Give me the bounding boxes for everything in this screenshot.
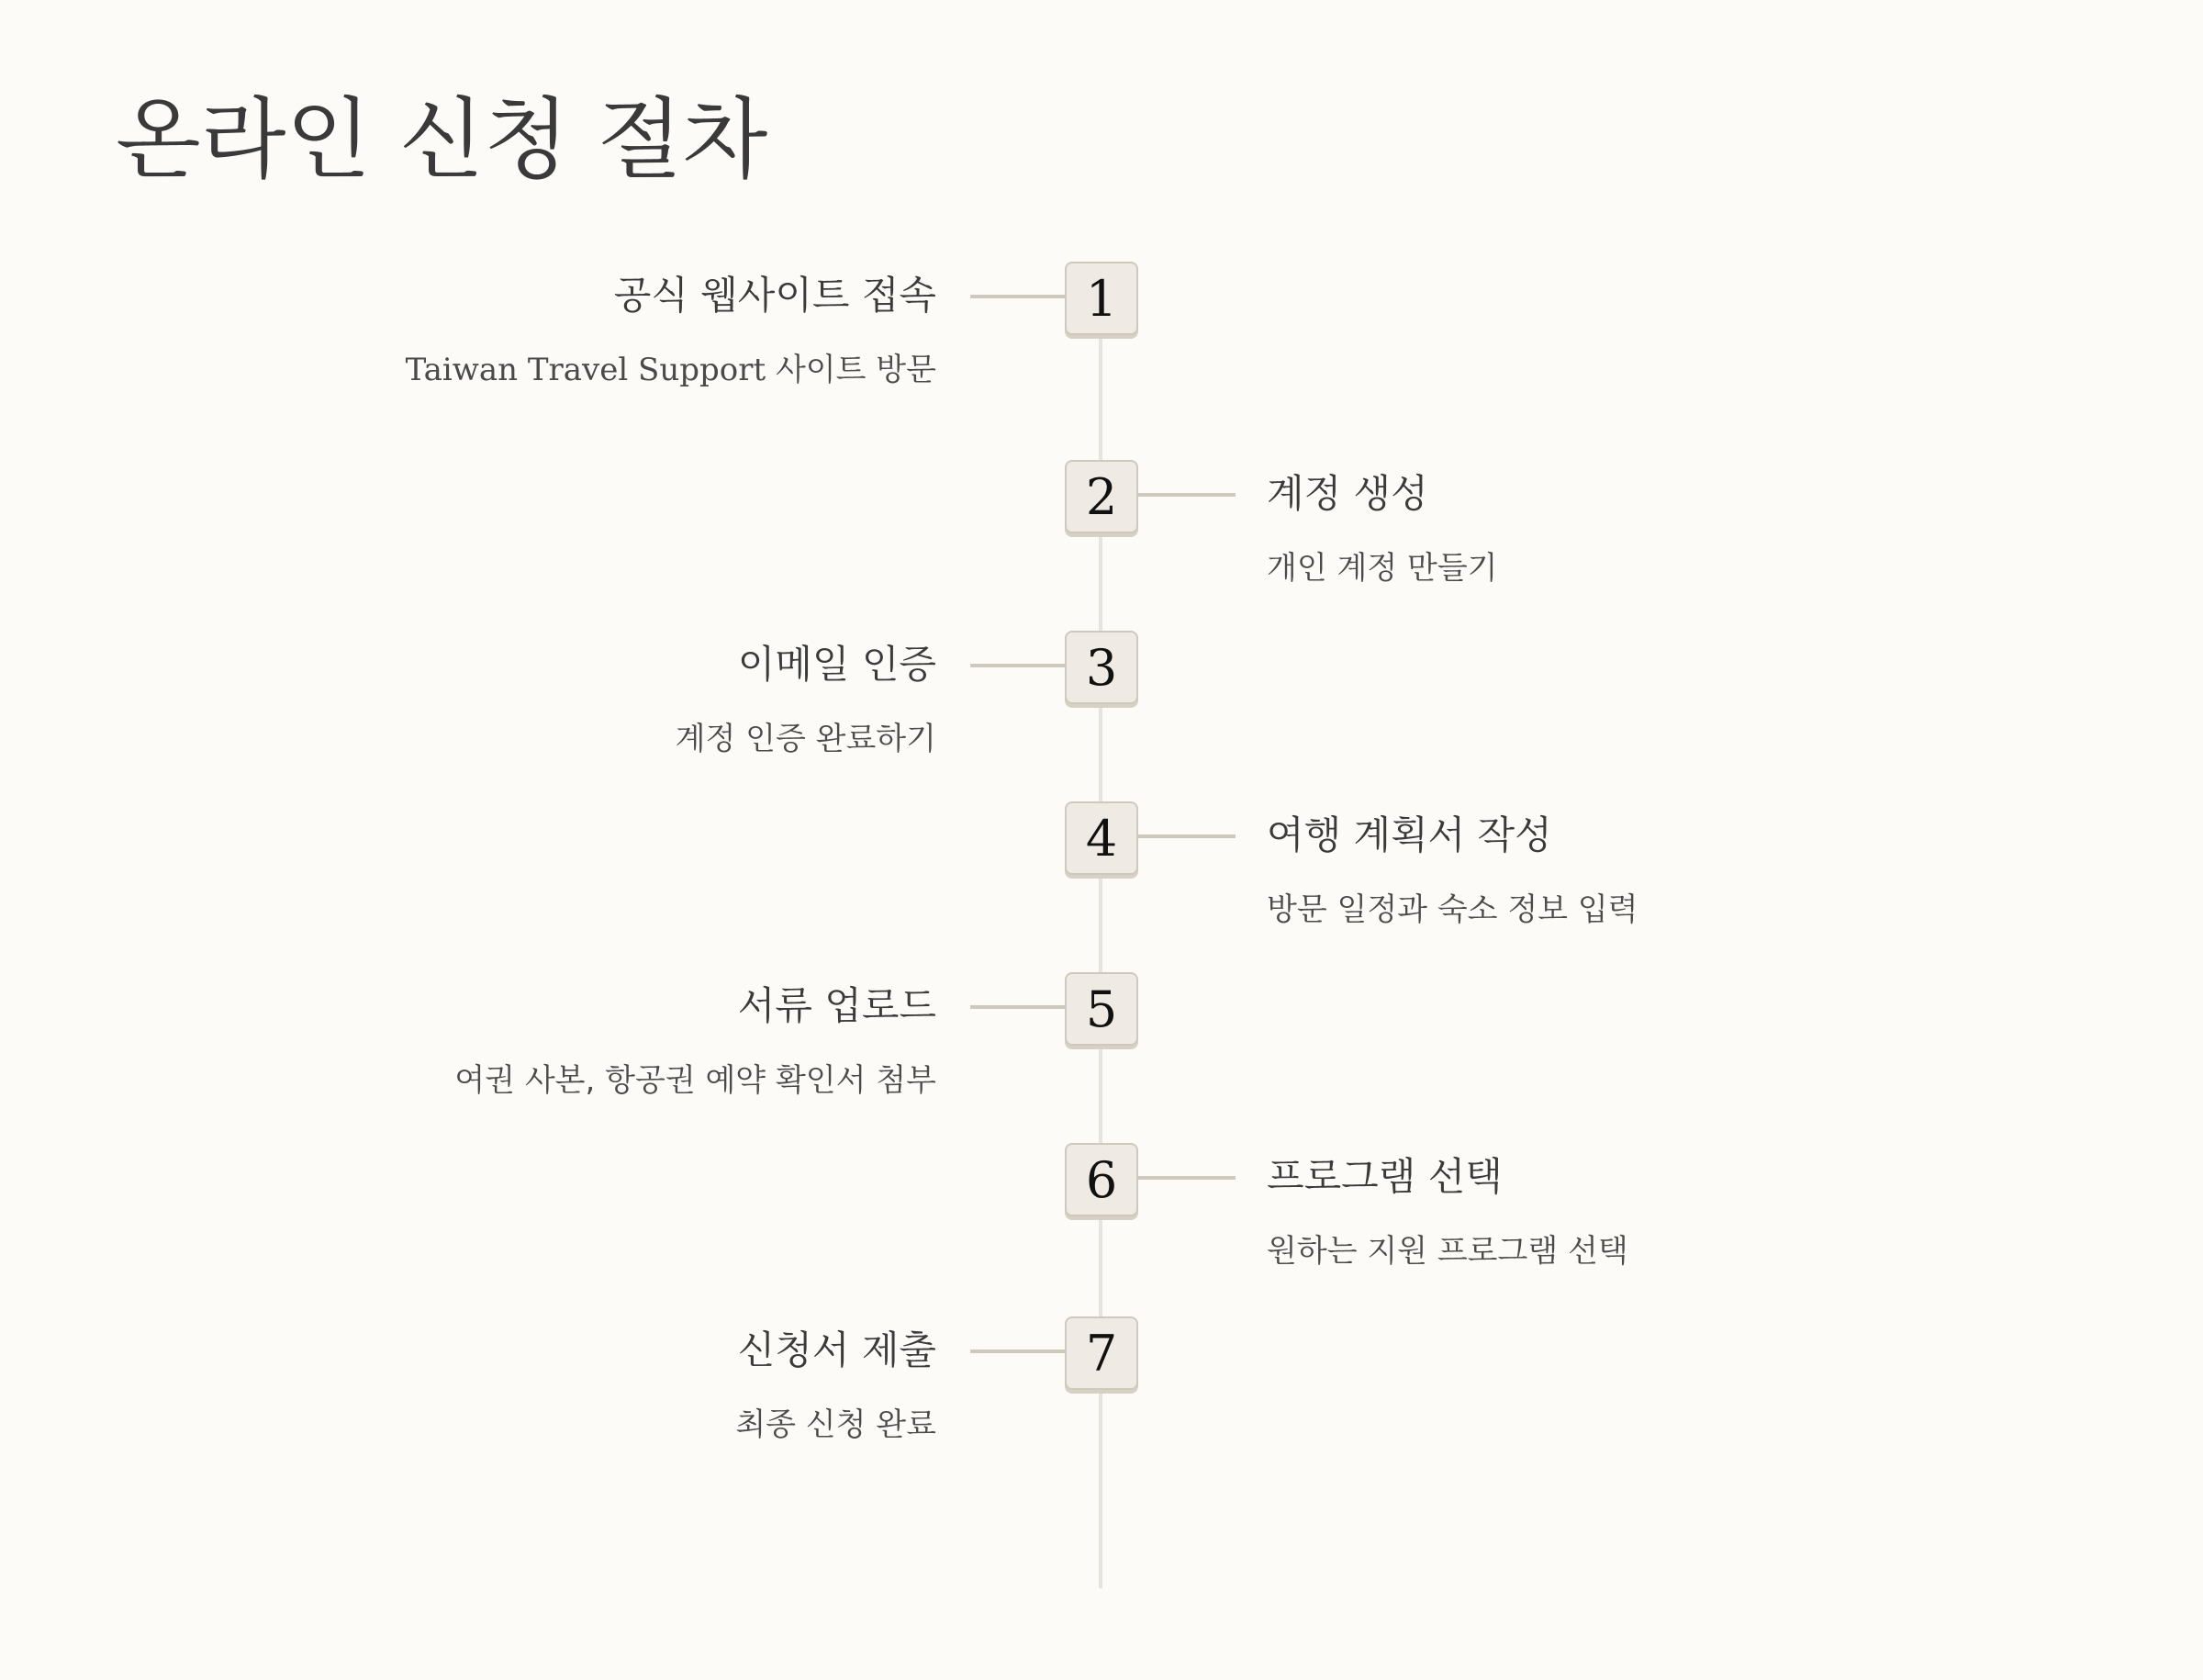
- connector-step-5: [970, 1005, 1068, 1009]
- step-title-4: 여행 계획서 작성: [1267, 812, 1552, 857]
- step-number-badge-5: 5: [1065, 972, 1138, 1046]
- step-title-3: 이메일 인증: [737, 642, 936, 687]
- connector-step-4: [1138, 834, 1236, 838]
- step-title-7: 신청서 제출: [737, 1327, 936, 1372]
- step-number-badge-4: 4: [1065, 801, 1138, 875]
- connector-step-3: [970, 664, 1068, 667]
- page-title: 온라인 신청 절차: [116, 88, 768, 191]
- step-description-7: 최종 신청 완료: [735, 1406, 936, 1443]
- step-number-badge-3: 3: [1065, 631, 1138, 704]
- step-description-4: 방문 일정과 숙소 정보 입력: [1267, 891, 1638, 928]
- step-title-5: 서류 업로드: [737, 983, 936, 1028]
- step-title-1: 공식 웹사이트 접속: [613, 273, 936, 318]
- step-description-5: 여권 사본, 항공권 예약 확인서 첨부: [454, 1062, 936, 1099]
- step-title-6: 프로그램 선택: [1267, 1154, 1503, 1199]
- step-number-badge-2: 2: [1065, 460, 1138, 533]
- step-number-badge-6: 6: [1065, 1143, 1138, 1216]
- step-number-badge-1: 1: [1065, 262, 1138, 335]
- step-number-badge-7: 7: [1065, 1316, 1138, 1390]
- step-description-1: Taiwan Travel Support 사이트 방문: [405, 352, 936, 388]
- connector-step-1: [970, 295, 1068, 298]
- connector-step-7: [970, 1350, 1068, 1353]
- connector-step-6: [1138, 1176, 1236, 1180]
- step-description-6: 원하는 지원 프로그램 선택: [1267, 1233, 1628, 1270]
- step-description-3: 계정 인증 완료하기: [675, 721, 936, 757]
- step-description-2: 개인 계정 만들기: [1267, 550, 1498, 587]
- step-title-2: 계정 생성: [1267, 471, 1428, 516]
- connector-step-2: [1138, 493, 1236, 497]
